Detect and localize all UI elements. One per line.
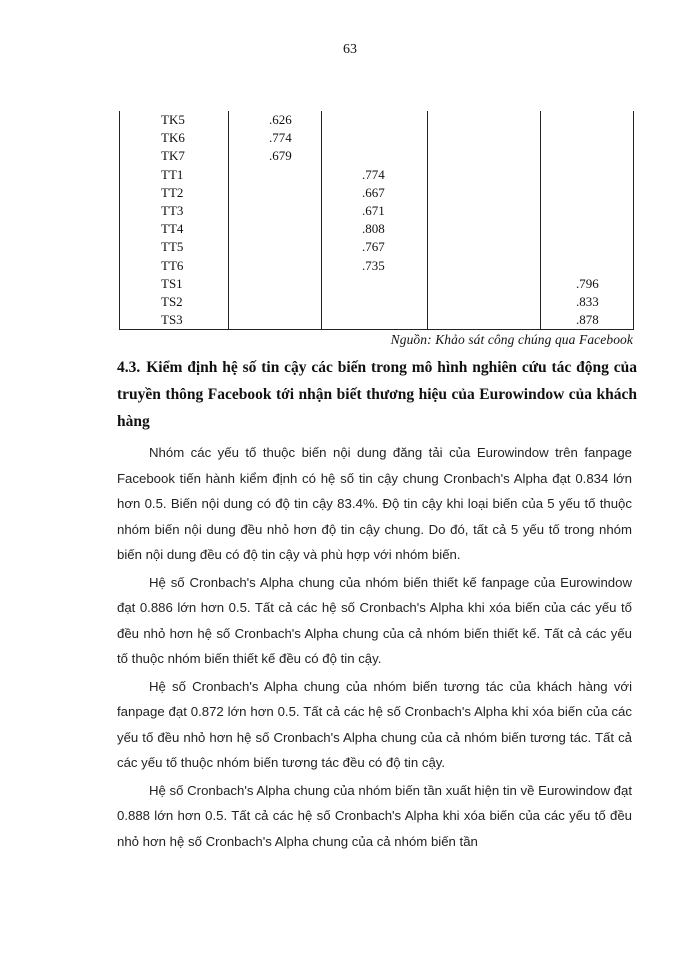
variable-cell: TS3 xyxy=(120,311,229,330)
value-cell xyxy=(428,257,541,275)
value-cell: .667 xyxy=(322,184,428,202)
table-row xyxy=(120,111,634,129)
variable-cell: TK7 xyxy=(120,147,229,165)
value-cell xyxy=(322,311,428,330)
factor-loading-table xyxy=(119,111,633,332)
value-cell xyxy=(428,293,541,311)
value-cell xyxy=(428,311,541,330)
table-row xyxy=(120,166,634,184)
paragraph: Hệ số Cronbach's Alpha chung của nhóm biến tần xuất hiện tin về Eurowindow đạt 0.888 lớn hơn 0.5. Tất cả các hệ số Cronbach's Alpha khi xóa biến của các yếu tố đều nhỏ hơn hệ số Cronbach's Alpha chung của cả nhóm biến tần xyxy=(117,782,632,849)
table-row xyxy=(120,184,634,202)
variable-cell: TT5 xyxy=(120,238,229,256)
value-cell: .735 xyxy=(322,257,428,275)
table-row xyxy=(120,202,634,220)
value-cell: .774 xyxy=(322,166,428,184)
value-cell xyxy=(541,238,634,256)
variable-cell: TK5 xyxy=(120,111,229,129)
value-cell xyxy=(541,147,634,165)
value-cell xyxy=(541,166,634,184)
table-row xyxy=(120,275,634,293)
paragraph: Hệ số Cronbach's Alpha chung của nhóm biến thiết kế fanpage của Eurowindow đạt 0.886 lớn hơn 0.5. Tất cả các hệ số Cronbach's Alpha khi xóa biến của các yếu tố đều nhỏ hơn hệ số Cronbach's Alpha chung của cả nhóm biến thiết kế. Tất cả các yếu tố thuộc nhóm biến thiết kế đều có độ tin cậy. xyxy=(117,574,632,666)
table-row xyxy=(120,293,634,311)
variable-cell: TS2 xyxy=(120,293,229,311)
value-cell xyxy=(428,238,541,256)
variable-cell: TT1 xyxy=(120,166,229,184)
table xyxy=(119,111,634,330)
variable-cell: TT3 xyxy=(120,202,229,220)
value-cell xyxy=(229,166,322,184)
table-row xyxy=(120,147,634,165)
value-cell xyxy=(428,275,541,293)
value-cell: .679 xyxy=(229,147,322,165)
value-cell xyxy=(428,220,541,238)
section-heading xyxy=(117,354,637,435)
value-cell xyxy=(428,147,541,165)
value-cell xyxy=(541,257,634,275)
value-cell xyxy=(541,129,634,147)
table-row xyxy=(120,311,634,330)
value-cell: .796 xyxy=(541,275,634,293)
section-number: 4.3. xyxy=(117,359,141,376)
page-number: 63 xyxy=(343,42,357,57)
value-cell xyxy=(428,111,541,129)
variable-cell: TK6 xyxy=(120,129,229,147)
value-cell xyxy=(322,129,428,147)
value-cell xyxy=(322,147,428,165)
value-cell xyxy=(229,202,322,220)
value-cell xyxy=(322,293,428,311)
paragraph: Hệ số Cronbach's Alpha chung của nhóm biến tương tác của khách hàng với fanpage đạt 0.872 lớn hơn 0.5. Tất cả các hệ số Cronbach's Alpha khi xóa biến của các yếu tố đều nhỏ hơn hệ số Cronbach's Alpha chung của cả nhóm biến tương tác. Tất cả các yếu tố thuộc nhóm biến tương tác đều có độ tin cậy. xyxy=(117,678,632,770)
table-row xyxy=(120,220,634,238)
value-cell xyxy=(322,111,428,129)
variable-cell: TT2 xyxy=(120,184,229,202)
body-text xyxy=(117,440,632,856)
value-cell xyxy=(229,275,322,293)
value-cell xyxy=(229,220,322,238)
value-cell xyxy=(229,257,322,275)
value-cell xyxy=(229,293,322,311)
source-note: Nguồn: Khảo sát công chúng qua Facebook xyxy=(390,332,633,347)
value-cell xyxy=(541,111,634,129)
table-row xyxy=(120,257,634,275)
value-cell: .833 xyxy=(541,293,634,311)
value-cell: .878 xyxy=(541,311,634,330)
value-cell xyxy=(229,238,322,256)
value-cell xyxy=(428,184,541,202)
section-title: Kiểm định hệ số tin cậy các biến trong mô hình nghiên cứu tác động của truyền thông Facebook tới nhận biết thương hiệu của Eurowindow của khách hàng xyxy=(117,359,637,430)
paragraph: Nhóm các yếu tố thuộc biến nội dung đăng tải của Eurowindow trên fanpage Facebook tiến hành kiểm định có hệ số tin cậy chung Cronbach's Alpha đạt 0.834 lớn hơn 0.5. Biến nội dung có độ tin cậy 83.4%. Độ tin cậy khi loại biến của 5 yếu tố thuộc nhóm biến nội dung đều nhỏ hơn độ tin cậy chung. Do đó, tất cả 5 yếu tố trong nhóm biến nội dung đều có độ tin cậy và phù hợp với nhóm biến. xyxy=(117,445,632,562)
value-cell xyxy=(541,202,634,220)
value-cell: .671 xyxy=(322,202,428,220)
value-cell xyxy=(229,184,322,202)
value-cell: .774 xyxy=(229,129,322,147)
table-row xyxy=(120,238,634,256)
table-row xyxy=(120,129,634,147)
value-cell xyxy=(322,275,428,293)
value-cell xyxy=(541,220,634,238)
variable-cell: TT6 xyxy=(120,257,229,275)
value-cell: .808 xyxy=(322,220,428,238)
value-cell xyxy=(428,166,541,184)
value-cell xyxy=(428,202,541,220)
value-cell xyxy=(428,129,541,147)
variable-cell: TT4 xyxy=(120,220,229,238)
value-cell: .767 xyxy=(322,238,428,256)
value-cell xyxy=(229,311,322,330)
value-cell xyxy=(541,184,634,202)
variable-cell: TS1 xyxy=(120,275,229,293)
value-cell: .626 xyxy=(229,111,322,129)
